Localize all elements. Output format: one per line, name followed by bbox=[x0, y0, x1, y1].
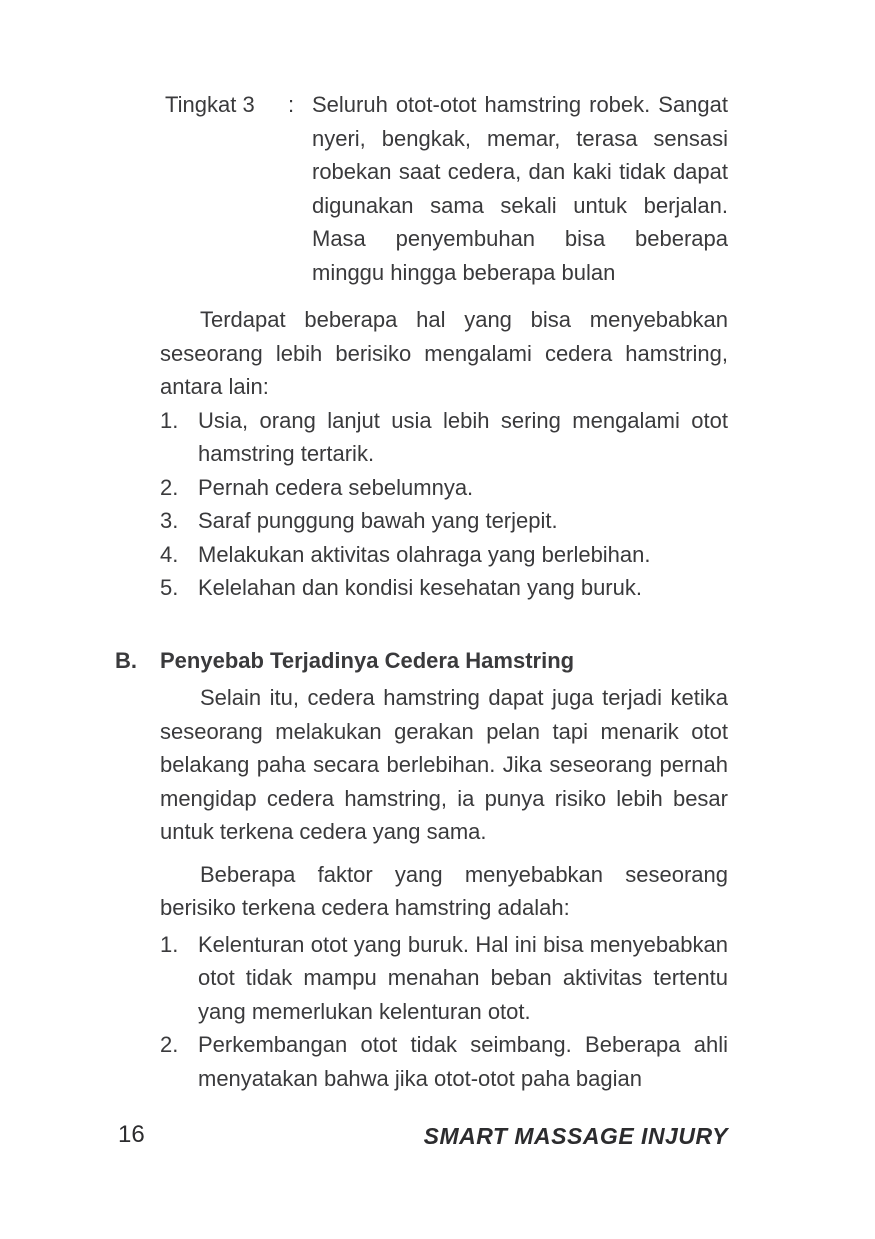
list-item-text: Kelelahan dan kondisi kesehatan yang buruk. bbox=[198, 575, 642, 600]
list-item-number: 4. bbox=[160, 541, 179, 567]
list-item bbox=[160, 538, 728, 572]
list-item bbox=[160, 471, 728, 505]
list-item-text: Pernah cedera sebelumnya. bbox=[198, 474, 474, 500]
risk-factor-list bbox=[160, 404, 728, 605]
page-content bbox=[115, 88, 728, 1095]
section-heading-b bbox=[115, 644, 728, 678]
list-item bbox=[160, 1028, 728, 1095]
paragraph-cause-body: Selain itu, cedera hamstring dapat juga terjadi ketika seseorang melakukan gerakan pelan tapi menarik otot belakang paha secara berlebihan. Jika seseorang pernah mengidap cedera hamstring, ia punya risiko lebih besar untuk terkena cedera yang sama. bbox=[160, 685, 728, 844]
section-letter: B. bbox=[115, 647, 137, 673]
list-item-number: 1. bbox=[160, 407, 179, 433]
list-item-number: 2. bbox=[160, 1032, 179, 1057]
paragraph-risk-intro: Terdapat beberapa hal yang bisa menyebabkan seseorang lebih berisiko mengalami cedera hamstring, antara lain: bbox=[160, 307, 728, 399]
list-item bbox=[160, 404, 728, 471]
list-item-text: Usia, orang lanjut usia lebih sering mengalami otot hamstring tertarik. bbox=[198, 407, 728, 466]
list-item-number: 1. bbox=[160, 931, 179, 957]
list-item-number: 2. bbox=[160, 474, 179, 500]
definition-colon: : bbox=[288, 92, 295, 117]
list-item-number: 5. bbox=[160, 575, 179, 600]
list-item-text: Perkembangan otot tidak seimbang. Beberapa ahli menyatakan bahwa jika otot-otot paha bagian bbox=[198, 1032, 728, 1091]
list-item-text: Kelenturan otot yang buruk. Hal ini bisa menyebabkan otot tidak mampu menahan beban aktivitas tertentu yang memerlukan kelenturan otot. bbox=[198, 931, 728, 1024]
list-item-text: Melakukan aktivitas olahraga yang berlebihan. bbox=[198, 541, 651, 567]
definition-term: Tingkat 3 bbox=[165, 92, 255, 117]
list-item bbox=[160, 928, 728, 1029]
book-title: SMART MASSAGE INJURY bbox=[423, 1123, 728, 1149]
list-item-number: 3. bbox=[160, 508, 179, 533]
list-item bbox=[160, 571, 728, 605]
list-item-text: Saraf punggung bawah yang terjepit. bbox=[198, 508, 558, 533]
section-title: Penyebab Terjadinya Cedera Hamstring bbox=[160, 647, 575, 673]
definition-description: Seluruh otot-otot hamstring robek. Sangat nyeri, bengkak, memar, terasa sensasi robekan saat cedera, dan kaki tidak dapat digunakan sama sekali untuk berjalan. Masa penyembuhan bisa beberapa minggu hingga beberapa bulan bbox=[312, 92, 728, 285]
paragraph-factor-intro: Beberapa faktor yang menyebabkan seseorang berisiko terkena cedera hamstring adalah: bbox=[160, 861, 728, 920]
definition-tingkat-3 bbox=[160, 88, 728, 289]
list-item bbox=[160, 504, 728, 538]
cause-factor-list bbox=[160, 928, 728, 1096]
page-number: 16 bbox=[118, 1121, 145, 1148]
